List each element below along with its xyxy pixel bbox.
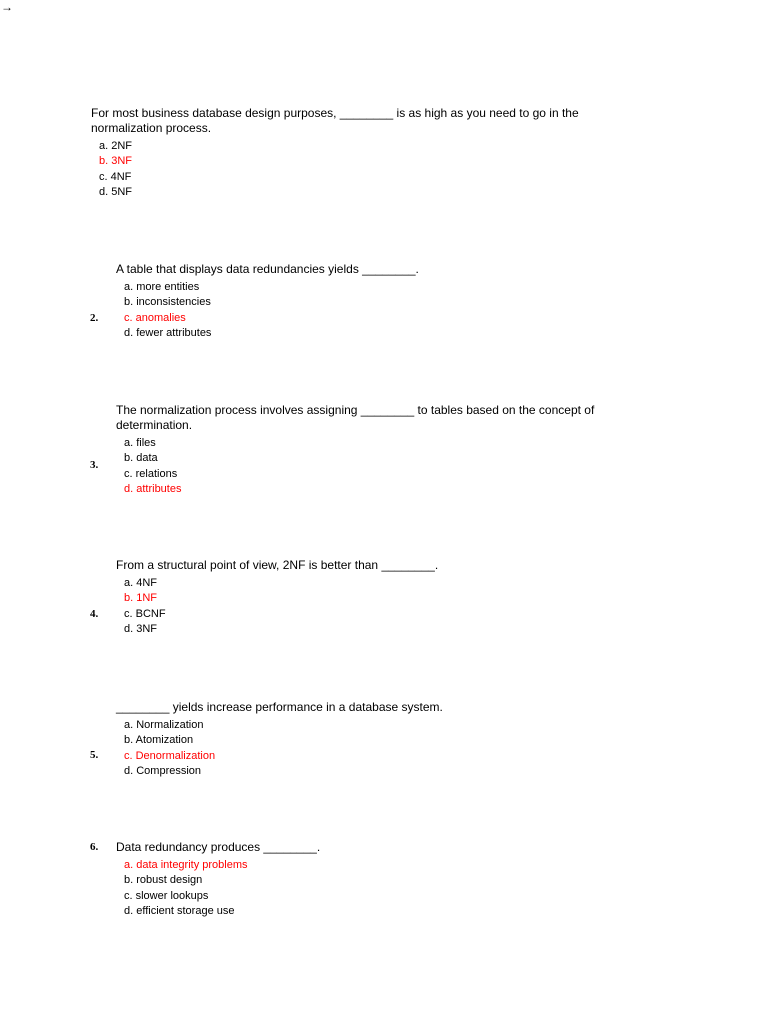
question-3-number: 3. — [90, 459, 99, 471]
choice-3a: a. files — [124, 437, 156, 449]
question-2-number: 2. — [90, 312, 99, 324]
choice-6a: a. data integrity problems — [124, 859, 248, 871]
question-5-number: 5. — [90, 749, 99, 761]
choice-1c: c. 4NF — [99, 170, 132, 183]
choice-3d: d. attributes — [124, 482, 182, 495]
question-4-number: 4. — [90, 608, 99, 620]
question-6 — [116, 840, 636, 919]
question-3-text: The normalization process involves assigning ________ to tables based on the concept of determination. — [116, 403, 595, 432]
choice-4c: c. BCNF — [124, 607, 166, 620]
choice-4d: d. 3NF — [124, 622, 158, 635]
choice-5b: b. Atomization — [124, 734, 194, 747]
choice-5c: c. Denormalization — [124, 749, 216, 762]
choice-4b: b. 1NF — [124, 592, 158, 605]
choice-3b: b. data — [124, 452, 158, 465]
question-6-choices — [116, 858, 636, 919]
question-2-text: A table that displays data redundancies yields ________. — [116, 262, 419, 276]
choice-3c: c. relations — [124, 467, 178, 480]
question-6-number: 6. — [90, 841, 99, 853]
choice-5a: a. Normalization — [124, 719, 204, 731]
question-2 — [116, 262, 636, 341]
question-1 — [91, 106, 631, 200]
choice-6c: c. slower lookups — [124, 889, 209, 902]
choice-2b: b. inconsistencies — [124, 296, 211, 309]
question-1-choices — [91, 139, 631, 200]
choice-2c: c. anomalies — [124, 311, 186, 324]
choice-5d: d. Compression — [124, 764, 202, 777]
corner-arrow-mark: → — [1, 0, 13, 14]
question-6-text: Data redundancy produces ________. — [116, 840, 321, 854]
question-3 — [116, 403, 636, 497]
question-5-text: ________ yields increase performance in a database system. — [116, 700, 443, 714]
question-2-choices — [116, 280, 636, 341]
question-5 — [116, 700, 636, 779]
choice-1d: d. 5NF — [99, 185, 133, 198]
question-1-text: For most business database design purposes, ________ is as high as you need to go in the normalization process. — [91, 106, 579, 135]
choice-4a: a. 4NF — [124, 577, 158, 589]
question-4 — [116, 558, 636, 637]
question-4-choices — [116, 576, 636, 637]
question-4-text: From a structural point of view, 2NF is better than ________. — [116, 558, 439, 572]
choice-1a: a. 2NF — [99, 140, 133, 152]
choice-2a: a. more entities — [124, 281, 200, 293]
choice-6d: d. efficient storage use — [124, 904, 235, 917]
choice-1b: b. 3NF — [99, 155, 133, 168]
choice-2d: d. fewer attributes — [124, 326, 212, 339]
question-3-choices — [116, 436, 636, 497]
choice-6b: b. robust design — [124, 874, 203, 887]
question-5-choices — [116, 718, 636, 779]
